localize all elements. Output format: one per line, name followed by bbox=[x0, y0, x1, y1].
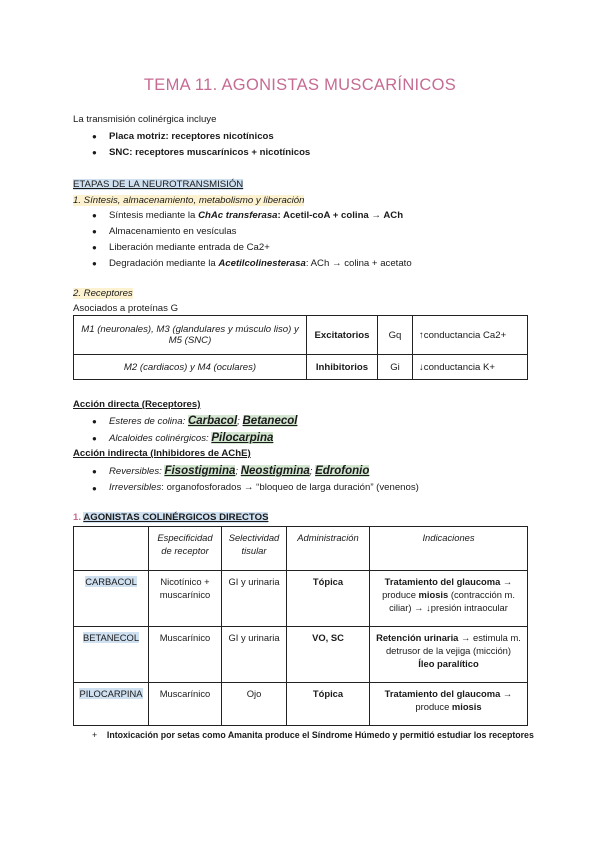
type-cell: Inhibitorios bbox=[307, 355, 378, 380]
receptor-cell: M1 (neuronales), M3 (glandulares y músculo liso) y M5 (SNC) bbox=[74, 316, 307, 355]
etapas-bullet-4: Degradación mediante la Acetilcolinesterasa: ACh → colina + acetato bbox=[109, 258, 412, 269]
spec-cell: Nicotínico + muscarínico bbox=[149, 571, 222, 627]
receptores-subheading: 2. Receptores bbox=[73, 288, 133, 299]
page-title: TEMA 11. AGONISTAS MUSCARÍNICOS bbox=[143, 76, 457, 94]
etapas-bullet-1: Síntesis mediante la ChAc transferasa: Acetil-coA + colina → ACh bbox=[109, 210, 404, 221]
type-cell: Excitatorios bbox=[307, 316, 378, 355]
accion-directa-heading: Acción directa (Receptores) bbox=[73, 399, 201, 410]
bullet-icon: ● bbox=[92, 417, 97, 426]
etapas-heading: ETAPAS DE LA NEUROTRANSMISIÓN bbox=[73, 179, 244, 190]
adm-cell: Tópica bbox=[287, 683, 370, 726]
intro-bullet-2: SNC: receptores muscarínicos + nicotínicos bbox=[109, 147, 311, 158]
adm-cell: VO, SC bbox=[287, 627, 370, 683]
table-row bbox=[74, 316, 528, 355]
spec-cell: Muscarínico bbox=[149, 627, 222, 683]
header-indicaciones: Indicaciones bbox=[370, 527, 528, 571]
agonists-table bbox=[73, 526, 528, 726]
bullet-icon: ● bbox=[92, 132, 97, 141]
drug-name-cell: CARBACOL bbox=[74, 571, 149, 627]
table-row bbox=[74, 571, 528, 627]
bullet-icon: ● bbox=[92, 484, 97, 493]
etapas-subheading-1: 1. Síntesis, almacenamiento, metabolismo y liberación bbox=[73, 195, 305, 206]
header-administracion: Administración bbox=[287, 527, 370, 571]
protein-cell: Gq bbox=[378, 316, 413, 355]
bullet-icon: ● bbox=[92, 227, 97, 236]
ind-cell: Retención urinaria → estimula m. detrusor de la vejiga (micción) Íleo paralítico bbox=[370, 627, 528, 683]
receptors-table bbox=[73, 315, 528, 380]
receptores-assoc: Asociados a proteínas G bbox=[73, 303, 179, 314]
sel-cell: GI y urinaria bbox=[222, 627, 287, 683]
table-row bbox=[74, 355, 528, 380]
etapas-bullet-3: Liberación mediante entrada de Ca2+ bbox=[109, 242, 270, 253]
empty-header-cell bbox=[74, 527, 149, 571]
receptor-cell: M2 (cardiacos) y M4 (oculares) bbox=[74, 355, 307, 380]
sel-cell: Ojo bbox=[222, 683, 287, 726]
accion-directa-bullet-2: Alcaloides colinérgicos: Pilocarpina bbox=[109, 432, 274, 444]
note-line: + Intoxicación por setas como Amanita produce el Síndrome Húmedo y permitió estudiar los receptores bbox=[92, 730, 534, 740]
accion-directa-bullet-1: Esteres de colina: Carbacol; Betanecol bbox=[109, 415, 298, 427]
header-especificidad: Especificidad de receptor bbox=[149, 527, 222, 571]
protein-cell: Gi bbox=[378, 355, 413, 380]
bullet-icon: ● bbox=[92, 148, 97, 157]
drug-name-cell: PILOCARPINA bbox=[74, 683, 149, 726]
effect-cell: ↑conductancia Ca2+ bbox=[413, 316, 528, 355]
drug-name-cell: BETANECOL bbox=[74, 627, 149, 683]
agonistas-heading: 1. AGONISTAS COLINÉRGICOS DIRECTOS bbox=[73, 512, 269, 523]
table-header-row bbox=[74, 527, 528, 571]
ind-cell: Tratamiento del glaucoma → produce miosis bbox=[370, 683, 528, 726]
bullet-icon: ● bbox=[92, 243, 97, 252]
etapas-bullet-2: Almacenamiento en vesículas bbox=[109, 226, 237, 237]
table-row bbox=[74, 683, 528, 726]
adm-cell: Tópica bbox=[287, 571, 370, 627]
sel-cell: GI y urinaria bbox=[222, 571, 287, 627]
accion-indirecta-heading: Acción indirecta (Inhibidores de AChE) bbox=[73, 448, 251, 459]
bullet-icon: ● bbox=[92, 211, 97, 220]
bullet-icon: ● bbox=[92, 434, 97, 443]
accion-indirecta-bullet-1: Reversibles: Fisostigmina; Neostigmina; Edrofonio bbox=[109, 465, 370, 477]
accion-indirecta-bullet-2: Irreversibles: organofosforados → “bloqueo de larga duración” (venenos) bbox=[109, 482, 419, 493]
spec-cell: Muscarínico bbox=[149, 683, 222, 726]
bullet-icon: ● bbox=[92, 259, 97, 268]
ind-cell: Tratamiento del glaucoma → produce miosis (contracción m. ciliar) → ↓presión intraocular bbox=[370, 571, 528, 627]
header-selectividad: Selectividad tisular bbox=[222, 527, 287, 571]
intro-bullet-1: Placa motriz: receptores nicotínicos bbox=[109, 131, 274, 142]
bullet-icon: ● bbox=[92, 467, 97, 476]
effect-cell: ↓conductancia K+ bbox=[413, 355, 528, 380]
intro-text: La transmisión colinérgica incluye bbox=[73, 114, 217, 125]
table-row bbox=[74, 627, 528, 683]
